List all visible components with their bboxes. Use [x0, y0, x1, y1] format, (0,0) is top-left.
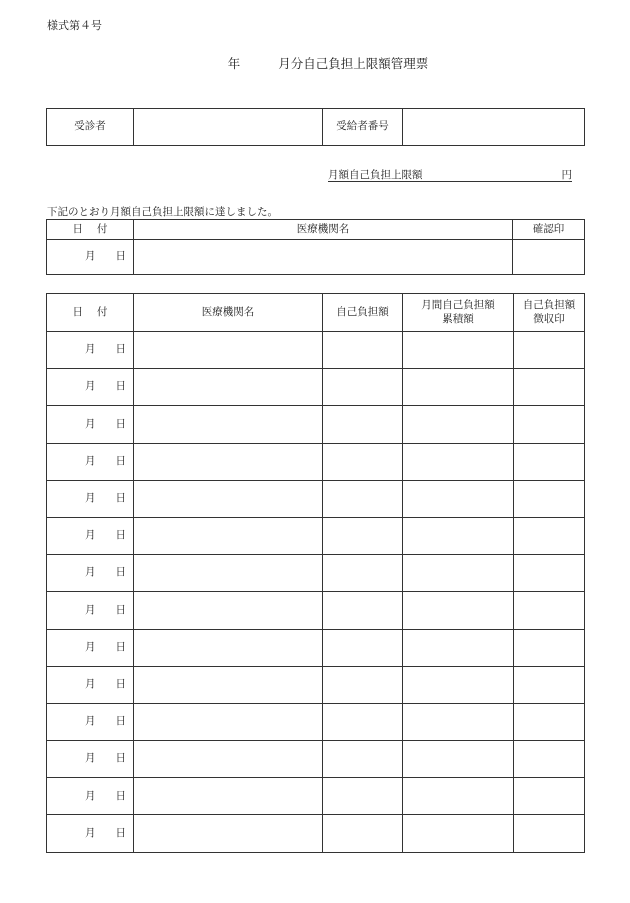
ledger-copay-cell[interactable]: [323, 443, 403, 480]
ledger-cumulative-cell[interactable]: [403, 369, 514, 406]
ledger-cumulative-cell[interactable]: [403, 406, 514, 443]
ledger-copay-cell[interactable]: [323, 517, 403, 554]
ledger-cumulative-cell[interactable]: [403, 815, 514, 852]
date-header: 日 付: [47, 220, 134, 240]
monthly-limit-line[interactable]: [328, 167, 572, 182]
ledger-cumulative-cell[interactable]: [403, 443, 514, 480]
ledger-cumulative-cell[interactable]: [403, 629, 514, 666]
ledger-cumulative-header: 月間自己負担額 累積額: [403, 294, 514, 332]
recipient-name-field[interactable]: [134, 109, 323, 146]
confirmation-table: [46, 219, 585, 275]
ledger-row: [47, 815, 585, 852]
ledger-collection-seal-header: 自己負担額 徴収印: [514, 294, 585, 332]
ledger-copay-cell[interactable]: [323, 666, 403, 703]
ledger-row: [47, 517, 585, 554]
ledger-seal-cell[interactable]: [514, 406, 585, 443]
ledger-date-cell[interactable]: 月 日: [47, 592, 134, 629]
yen-unit: 円: [561, 169, 572, 181]
ledger-cumulative-cell[interactable]: [403, 555, 514, 592]
ledger-cumulative-cell[interactable]: [403, 703, 514, 740]
ledger-institution-cell[interactable]: [134, 480, 323, 517]
ledger-row: [47, 555, 585, 592]
ledger-institution-cell[interactable]: [134, 703, 323, 740]
ledger-seal-cell[interactable]: [514, 517, 585, 554]
ledger-seal-cell[interactable]: [514, 815, 585, 852]
ledger-copay-cell[interactable]: [323, 815, 403, 852]
ledger-cumulative-cell[interactable]: [403, 741, 514, 778]
ledger-seal-cell[interactable]: [514, 592, 585, 629]
ledger-date-cell[interactable]: 月 日: [47, 480, 134, 517]
ledger-row: [47, 629, 585, 666]
ledger-institution-cell[interactable]: [134, 629, 323, 666]
ledger-row: [47, 369, 585, 406]
ledger-cumulative-cell[interactable]: [403, 666, 514, 703]
ledger-row: [47, 406, 585, 443]
institution-header: 医療機関名: [134, 220, 513, 240]
ledger-row: [47, 703, 585, 740]
ledger-date-cell[interactable]: 月 日: [47, 332, 134, 369]
ledger-date-cell[interactable]: 月 日: [47, 815, 134, 852]
ledger-row: [47, 443, 585, 480]
date-cell[interactable]: 月 日: [47, 240, 134, 275]
ledger-row: [47, 666, 585, 703]
ledger-copay-cell[interactable]: [323, 592, 403, 629]
ledger-date-cell[interactable]: 月 日: [47, 369, 134, 406]
ledger-institution-header: 医療機関名: [134, 294, 323, 332]
ledger-institution-cell[interactable]: [134, 815, 323, 852]
ledger-copay-cell[interactable]: [323, 629, 403, 666]
ledger-copay-cell[interactable]: [323, 741, 403, 778]
monthly-limit-label: 月額自己負担上限額: [328, 169, 423, 181]
ledger-copay-cell[interactable]: [323, 332, 403, 369]
ledger-copay-cell[interactable]: [323, 369, 403, 406]
form-number: 様式第４号: [47, 19, 102, 32]
ledger-seal-cell[interactable]: [514, 703, 585, 740]
ledger-copay-cell[interactable]: [323, 480, 403, 517]
ledger-institution-cell[interactable]: [134, 443, 323, 480]
ledger-institution-cell[interactable]: [134, 406, 323, 443]
ledger-seal-cell[interactable]: [514, 629, 585, 666]
ledger-copay-cell[interactable]: [323, 778, 403, 815]
ledger-row: [47, 332, 585, 369]
ledger-copay-header: 自己負担額: [323, 294, 403, 332]
ledger-row: [47, 592, 585, 629]
limit-reached-statement: 下記のとおり月額自己負担上限額に達しました。: [47, 206, 278, 218]
ledger-cumulative-cell[interactable]: [403, 517, 514, 554]
ledger-institution-cell[interactable]: [134, 517, 323, 554]
ledger-date-cell[interactable]: 月 日: [47, 703, 134, 740]
copay-ledger-table: [46, 293, 585, 853]
page-title: [0, 54, 630, 72]
ledger-copay-cell[interactable]: [323, 703, 403, 740]
confirmation-seal-header: 確認印: [513, 220, 585, 240]
ledger-institution-cell[interactable]: [134, 666, 323, 703]
ledger-institution-cell[interactable]: [134, 369, 323, 406]
ledger-date-header: 日 付: [47, 294, 134, 332]
ledger-institution-cell[interactable]: [134, 778, 323, 815]
ledger-date-cell[interactable]: 月 日: [47, 443, 134, 480]
ledger-cumulative-cell[interactable]: [403, 332, 514, 369]
ledger-copay-cell[interactable]: [323, 406, 403, 443]
ledger-institution-cell[interactable]: [134, 741, 323, 778]
ledger-seal-cell[interactable]: [514, 666, 585, 703]
ledger-seal-cell[interactable]: [514, 555, 585, 592]
recipient-table: [46, 108, 585, 146]
title-year: 年: [227, 56, 241, 71]
ledger-cumulative-cell[interactable]: [403, 778, 514, 815]
recipient-number-field[interactable]: [403, 109, 585, 146]
ledger-row: [47, 778, 585, 815]
ledger-date-cell[interactable]: 月 日: [47, 555, 134, 592]
ledger-cumulative-cell[interactable]: [403, 480, 514, 517]
ledger-date-cell[interactable]: 月 日: [47, 666, 134, 703]
ledger-date-cell[interactable]: 月 日: [47, 517, 134, 554]
ledger-date-cell[interactable]: 月 日: [47, 406, 134, 443]
ledger-seal-cell[interactable]: [514, 480, 585, 517]
ledger-date-cell[interactable]: 月 日: [47, 778, 134, 815]
ledger-cumulative-cell[interactable]: [403, 592, 514, 629]
institution-cell[interactable]: [134, 240, 513, 275]
ledger-seal-cell[interactable]: [514, 369, 585, 406]
ledger-institution-cell[interactable]: [134, 555, 323, 592]
ledger-seal-cell[interactable]: [514, 741, 585, 778]
ledger-seal-cell[interactable]: [514, 443, 585, 480]
seal-cell[interactable]: [513, 240, 585, 275]
ledger-institution-cell[interactable]: [134, 592, 323, 629]
ledger-date-cell[interactable]: 月 日: [47, 741, 134, 778]
ledger-seal-cell[interactable]: [514, 778, 585, 815]
ledger-institution-cell[interactable]: [134, 332, 323, 369]
title-main: 月分自己負担上限額管理票: [278, 56, 429, 71]
ledger-copay-cell[interactable]: [323, 555, 403, 592]
recipient-label: 受診者: [47, 109, 134, 146]
ledger-row: [47, 741, 585, 778]
ledger-seal-cell[interactable]: [514, 332, 585, 369]
ledger-date-cell[interactable]: 月 日: [47, 629, 134, 666]
ledger-row: [47, 480, 585, 517]
recipient-number-label: 受給者番号: [323, 109, 403, 146]
